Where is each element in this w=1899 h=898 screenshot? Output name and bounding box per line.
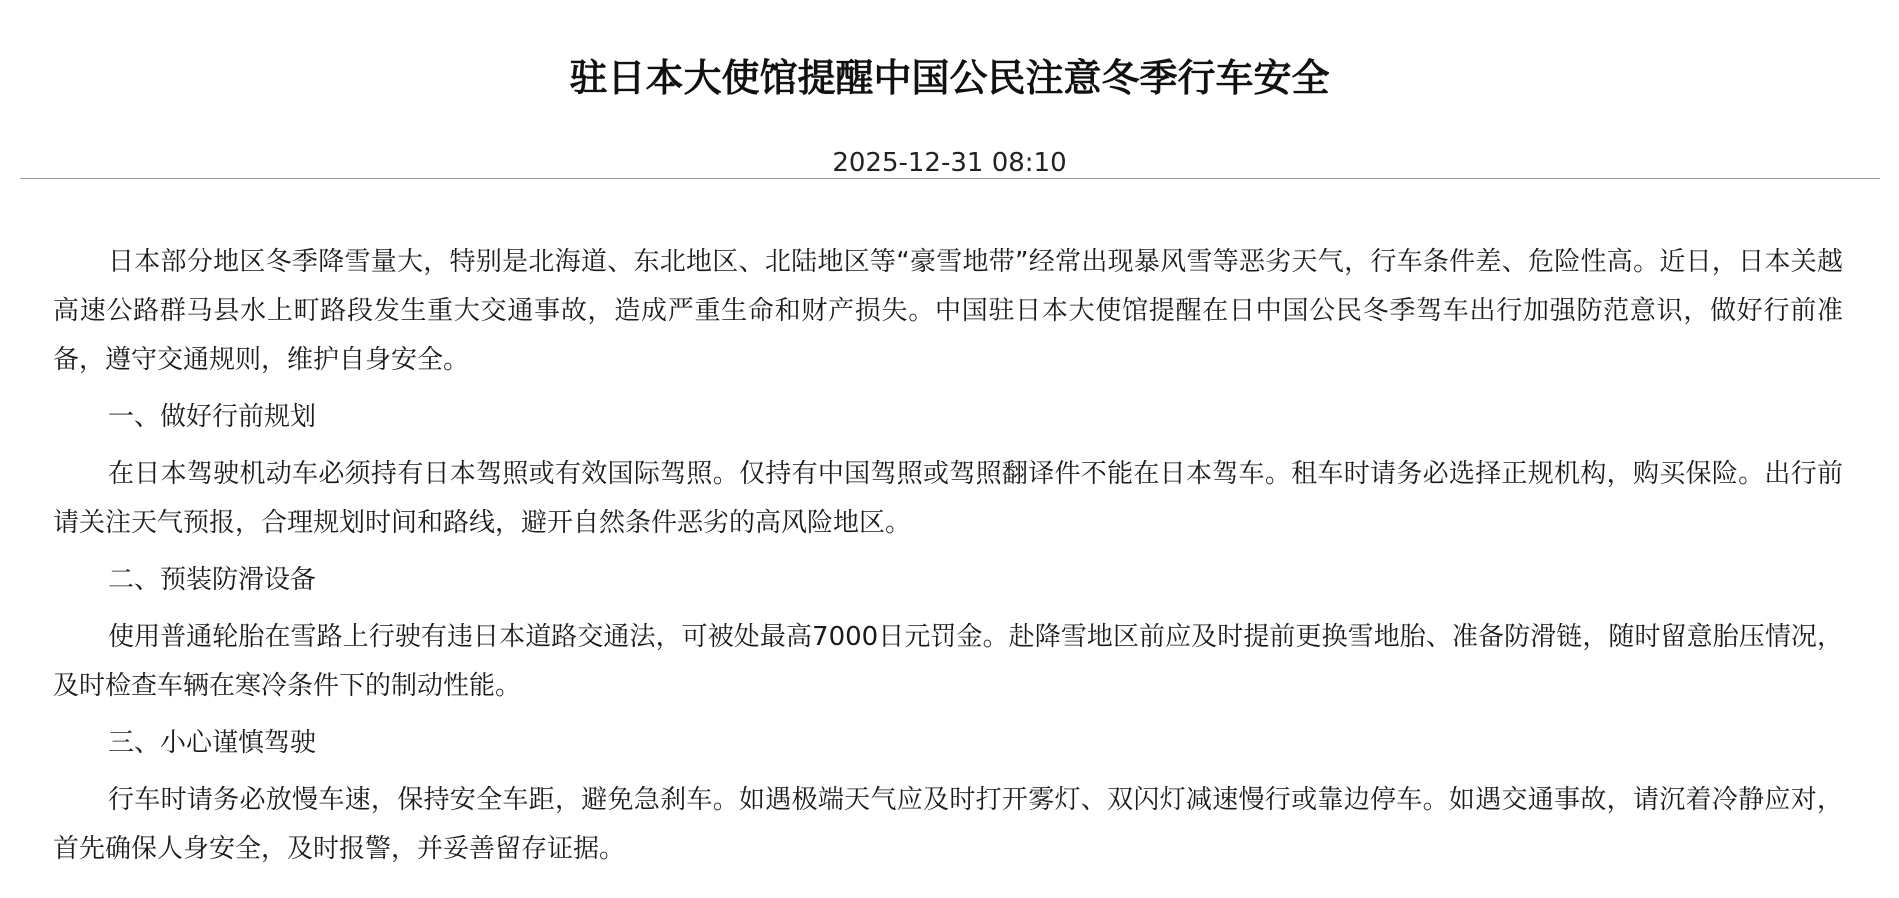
section-heading-driving: 三、小心谨慎驾驶 bbox=[108, 728, 317, 758]
section-body-driving: 行车时请务必放慢车速，保持安全车距，避免急刹车。如遇极端天气应及时打开雾灯、双闪灯减速慢行或靠边停车。如遇交通事故，请沉着冷静应对，首先确保人身安全，及时报警，并妥善留存证据。 bbox=[53, 785, 1843, 864]
intro-paragraph: 日本部分地区冬季降雪量大，特别是北海道、东北地区、北陆地区等“豪雪地带”经常出现暴风雪等恶劣天气，行车条件差、危险性高。近日，日本关越高速公路群马县水上町路段发生重大交通事故，造成严重生命和财产损失。中国驻日本大使馆提醒在日中国公民冬季驾车出行加强防范意识，做好行前准备，遵守交通规则，维护自身安全。 bbox=[53, 247, 1843, 375]
section-body-antiskid: 使用普通轮胎在雪路上行驶有违日本道路交通法，可被处最高7000日元罚金。赴降雪地区前应及时提前更换雪地胎、准备防滑链，随时留意胎压情况，及时检查车辆在寒冷条件下的制动性能。 bbox=[53, 622, 1843, 701]
publish-date: 2025-12-31 08:10 bbox=[832, 148, 1067, 178]
section-heading-antiskid: 二、预装防滑设备 bbox=[108, 565, 317, 595]
title-divider bbox=[20, 178, 1880, 179]
article-title: 驻日本大使馆提醒中国公民注意冬季行车安全 bbox=[569, 56, 1330, 100]
article-body bbox=[53, 238, 1843, 874]
section-heading-planning: 一、做好行前规划 bbox=[108, 402, 317, 432]
section-body-planning: 在日本驾驶机动车必须持有日本驾照或有效国际驾照。仅持有中国驾照或驾照翻译件不能在日本驾车。租车时请务必选择正规机构，购买保险。出行前请关注天气预报，合理规划时间和路线，避开自然条件恶劣的高风险地区。 bbox=[53, 459, 1843, 538]
